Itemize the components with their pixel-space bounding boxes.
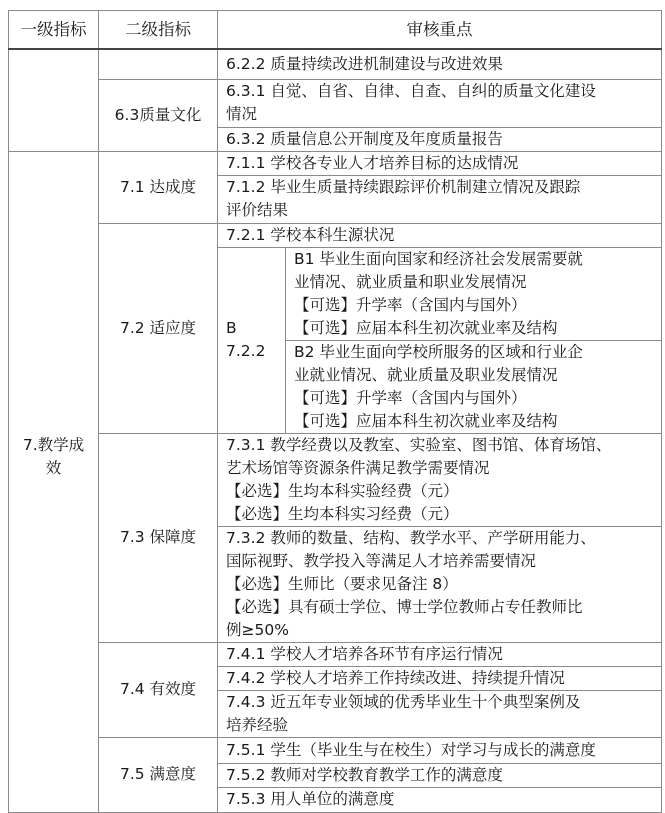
item-b-7-2-2 <box>218 247 286 433</box>
text-line: 【可选】升学率（含国内与国外） <box>294 388 527 407</box>
text-line: 【必选】生师比（要求见备注 8） <box>226 574 458 593</box>
text-line: 7.1.2 毕业生质量持续跟踪评价机制建立情况及跟踪 <box>226 178 581 196</box>
item-6-3-1 <box>218 79 662 127</box>
text-line: 7.3.1 教学经费以及教室、实验室、图书馆、体育场馆、 <box>226 435 612 454</box>
text-line: 例≥50% <box>226 620 289 639</box>
text-line: 6.3.2 质量信息公开制度及年度质量报告 <box>226 129 503 148</box>
text-line: 业就业情况、就业质量及职业发展情况 <box>294 365 558 384</box>
level2-6-3: 6.3质量文化 <box>99 79 218 151</box>
text-line: 7.教学成 <box>22 435 85 454</box>
item-7-5-2 <box>218 763 662 787</box>
text-line: 【可选】应届本科生初次就业率及结构 <box>294 411 558 430</box>
text-line: B1 毕业生面向国家和经济社会发展需要就 <box>294 249 583 268</box>
text-line: 7.1.1 学校各专业人才培养目标的达成情况 <box>226 153 519 172</box>
header-level1: 一级指标 <box>9 11 99 50</box>
item-7-3-1 <box>218 433 662 526</box>
text-line: 情况 <box>226 105 258 123</box>
text-line: 培养经验 <box>226 715 289 734</box>
level2-7-4: 7.4 有效度 <box>99 642 218 737</box>
text-line: 7.2.2 <box>226 342 266 360</box>
text-line: 艺术场馆等资源条件满足教学需要情况 <box>226 458 490 477</box>
level1-cell-empty <box>9 49 99 151</box>
table-header <box>9 11 662 50</box>
table-row <box>9 223 662 247</box>
item-b1 <box>286 247 662 340</box>
text-line: 7.4.2 学校人才培养工作持续改进、持续提升情况 <box>226 668 565 687</box>
text-line: 6.2.2 质量持续改进机制建设与改进效果 <box>226 54 503 73</box>
table-row <box>9 642 662 666</box>
text-line: 【可选】升学率（含国内与国外） <box>294 295 527 314</box>
text-line: 国际视野、教学投入等满足人才培养需要情况 <box>226 551 537 570</box>
header-level2: 二级指标 <box>99 11 218 50</box>
level2-7-2: 7.2 适应度 <box>99 223 218 433</box>
indicator-table <box>8 10 662 813</box>
item-7-5-3 <box>218 787 662 812</box>
text-line: 【可选】应届本科生初次就业率及结构 <box>294 318 558 337</box>
text-line: 6.3.1 自觉、自省、自律、自查、自纠的质量文化建设 <box>226 82 596 100</box>
table-row <box>9 737 662 763</box>
text-line: B <box>226 319 237 337</box>
item-b2 <box>286 340 662 433</box>
text-line: 效 <box>45 458 62 477</box>
text-line: 7.3.2 教师的数量、结构、教学水平、产学研用能力、 <box>226 528 596 547</box>
item-7-3-2 <box>218 526 662 642</box>
text-line: 7.2.1 学校本科生源状况 <box>226 225 395 244</box>
table-row <box>9 433 662 526</box>
text-line: 业情况、就业质量和职业发展情况 <box>294 272 527 291</box>
level2-7-3: 7.3 保障度 <box>99 433 218 642</box>
item-7-2-1 <box>218 223 662 247</box>
text-line: 【必选】具有硕士学位、博士学位教师占专任教师比 <box>226 597 583 616</box>
item-7-4-1 <box>218 642 662 666</box>
table-row <box>9 79 662 127</box>
text-line: 7.4.1 学校人才培养各环节有序运行情况 <box>226 644 503 663</box>
item-7-4-2 <box>218 666 662 690</box>
text-line: 7.5.1 学生（毕业生与在校生）对学习与成长的满意度 <box>226 740 596 759</box>
text-line: 7.5.3 用人单位的满意度 <box>226 790 395 808</box>
header-review-focus: 审核重点 <box>218 11 662 50</box>
text-line: 评价结果 <box>226 201 289 219</box>
level2-cell-empty <box>99 49 218 79</box>
level1-7 <box>9 151 99 812</box>
item-7-4-3 <box>218 690 662 737</box>
text-line: 【必选】生均本科实习经费（元） <box>226 504 459 523</box>
text-line: 【必选】生均本科实验经费（元） <box>226 481 459 500</box>
item-7-1-1 <box>218 151 662 175</box>
item-7-5-1 <box>218 737 662 763</box>
table-row <box>9 49 662 79</box>
level2-7-5: 7.5 满意度 <box>99 737 218 812</box>
item-6-2-2 <box>218 49 662 79</box>
item-6-3-2 <box>218 127 662 151</box>
level2-7-1: 7.1 达成度 <box>99 151 218 223</box>
text-line: 7.5.2 教师对学校教育教学工作的满意度 <box>226 765 503 784</box>
text-line: 7.4.3 近五年专业领域的优秀毕业生十个典型案例及 <box>226 692 581 711</box>
item-7-1-2 <box>218 175 662 223</box>
text-line: B2 毕业生面向学校所服务的区域和行业企 <box>294 342 583 361</box>
table-row <box>9 151 662 175</box>
